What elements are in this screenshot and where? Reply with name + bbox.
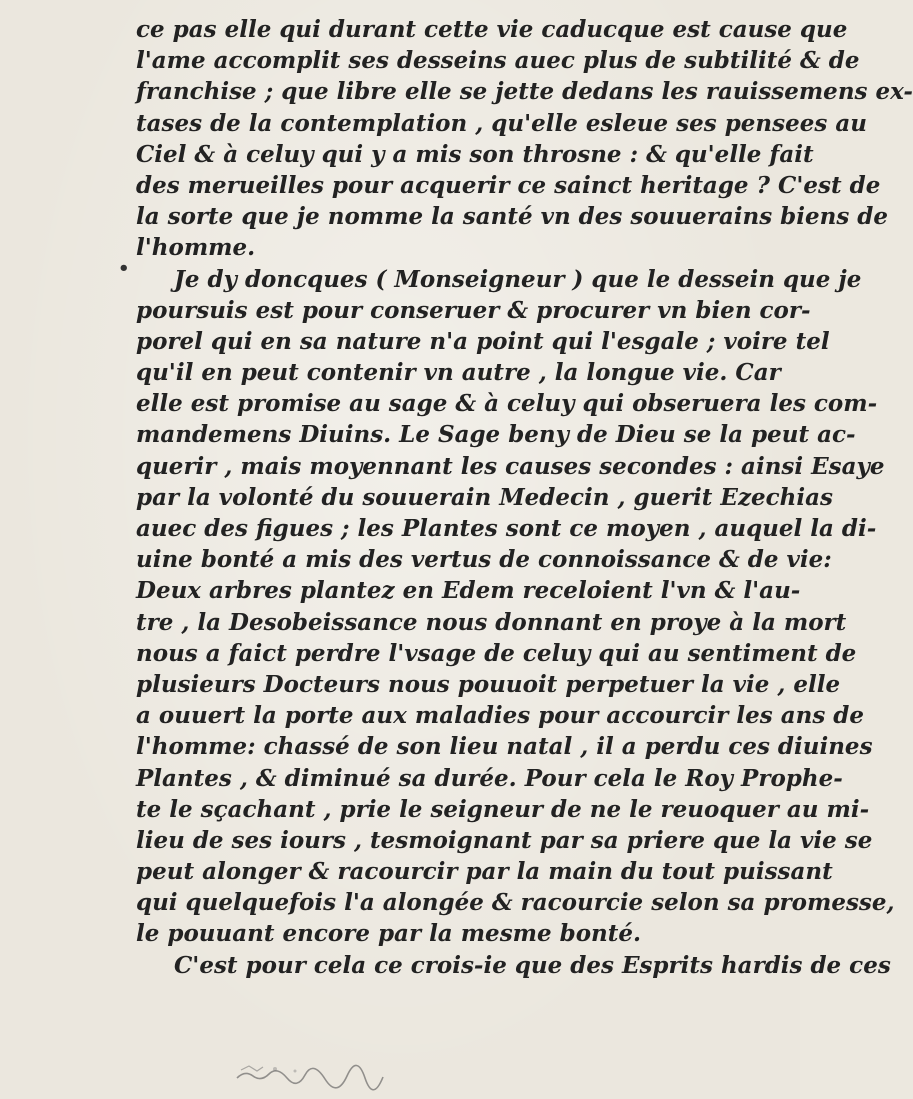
text-line: C'est pour cela ce crois-ie que des Esprits hardis de ces xyxy=(174,951,891,979)
text-line: tases de la contemplation , qu'elle esleue ses pensees au xyxy=(136,109,867,137)
text-line: auec des figues ; les Plantes sont ce moyen , auquel la di- xyxy=(136,515,877,542)
text-line: querir , mais moyennant les causes secondes : ainsi Esaye xyxy=(136,452,885,480)
text-line: te le sçachant , prie le seigneur de ne le reuoquer au mi- xyxy=(136,795,870,823)
text-line: l'homme: chassé de son lieu natal , il a perdu ces diuines xyxy=(136,733,873,761)
margin-mark: • xyxy=(118,258,130,279)
text-line: Ciel & à celuy qui y a mis son throsne : & qu'elle fait xyxy=(136,140,814,168)
ink-smudge xyxy=(235,1062,385,1084)
text-line: lieu de ses iours , tesmoignant par sa priere que la vie se xyxy=(136,826,873,854)
text-line: qui quelquefois l'a alongée & racourcie selon sa promesse, xyxy=(136,889,895,917)
text-line: l'ame accomplit ses desseins auec plus de subtilité & de xyxy=(136,47,860,75)
text-line: Deux arbres plantez en Edem receloient l'vn & l'au- xyxy=(136,577,801,605)
text-line: qu'il en peut contenir vn autre , la longue vie. Car xyxy=(136,359,781,387)
text-line: ce pas elle qui durant cette vie caducque est cause que xyxy=(136,16,848,43)
text-line: nous a faict perdre l'vsage de celuy qui au sentiment de xyxy=(136,639,857,667)
text-line: a ouuert la porte aux maladies pour accourcir les ans de xyxy=(136,702,865,730)
text-line: l'homme. xyxy=(136,234,256,262)
text-line: tre , la Desobeissance nous donnant en proye à la mort xyxy=(136,608,847,636)
text-line: la sorte que je nomme la santé vn des souuerains biens de xyxy=(136,203,889,231)
text-line: Plantes , & diminué sa durée. Pour cela le Roy Prophe- xyxy=(136,764,843,792)
text-line: Je dy doncques ( Monseigneur ) que le dessein que je xyxy=(174,265,862,293)
text-line: plusieurs Docteurs nous pouuoit perpetuer la vie , elle xyxy=(136,670,841,698)
text-line: le pouuant encore par la mesme bonté. xyxy=(136,920,642,948)
text-line: elle est promise au sage & à celuy qui obseruera les com- xyxy=(136,390,878,418)
page-text xyxy=(136,14,913,981)
text-line: uine bonté a mis des vertus de connoissance & de vie: xyxy=(136,546,832,574)
text-line: peut alonger & racourcir par la main du tout puissant xyxy=(136,858,833,886)
text-line: poursuis est pour conseruer & procurer vn bien cor- xyxy=(136,296,811,324)
text-line: porel qui en sa nature n'a point qui l'esgale ; voire tel xyxy=(136,327,830,355)
text-line: mandemens Diuins. Le Sage beny de Dieu se la peut ac- xyxy=(136,421,856,449)
text-line: par la volonté du souuerain Medecin , guerit Ezechias xyxy=(136,483,833,511)
text-line: des merueilles pour acquerir ce sainct heritage ? C'est de xyxy=(136,171,881,199)
text-line: franchise ; que libre elle se jette dedans les rauissemens ex- xyxy=(136,78,913,106)
